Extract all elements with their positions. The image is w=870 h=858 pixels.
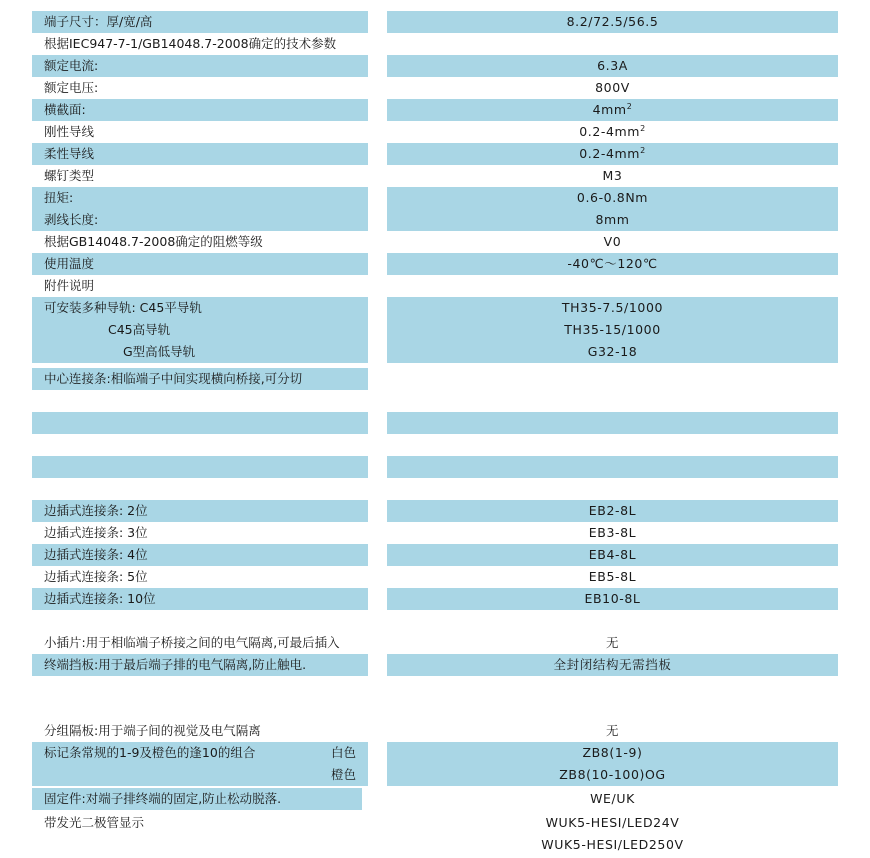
row-value: M3: [602, 168, 623, 183]
row-value: [387, 99, 838, 121]
spec-row-edge-bridge-5: [0, 566, 870, 588]
spec-row-flame-rating: [0, 231, 870, 253]
section-title: 附件说明: [44, 278, 95, 293]
row-label: 螺钉类型: [44, 168, 95, 183]
spec-row-led-24v: [0, 812, 870, 834]
spec-row-edge-bridge-2: [0, 500, 870, 522]
row-label: 中心连接条:相临端子中间实现横向桥接,可分切: [32, 368, 368, 390]
row-label: 根据GB14048.7-2008确定的阻燃等级: [44, 234, 263, 249]
superscript: 2: [640, 124, 646, 133]
row-value: 6.3A: [387, 55, 838, 77]
value-text: 4mm: [592, 102, 627, 117]
row-label: [32, 456, 368, 478]
row-value: EB10-8L: [387, 588, 838, 610]
value-text: 0.2-4mm: [579, 124, 641, 139]
row-value: ZB8(10-100)OG: [387, 764, 838, 786]
row-value: EB4-8L: [387, 544, 838, 566]
row-value: WUK5-HESI/LED250V: [541, 837, 684, 852]
spec-row-edge-bridge-3: [0, 522, 870, 544]
row-label: 边插式连接条: 10位: [32, 588, 368, 610]
row-value: EB2-8L: [387, 500, 838, 522]
row-label: 根据IEC947-7-1/GB14048.7-2008确定的技术参数: [44, 36, 337, 51]
spec-row-screw-type: [0, 165, 870, 187]
spec-row-marker-orange: [0, 764, 870, 786]
spec-row-standard-note: [0, 33, 870, 55]
row-value: EB3-8L: [588, 525, 637, 540]
row-label: [32, 834, 368, 856]
spec-row-group-separator: [0, 720, 870, 742]
row-value: EB5-8L: [588, 569, 637, 584]
row-label: 额定电压:: [44, 80, 99, 95]
row-label: [32, 742, 368, 764]
row-label: 分组隔板:用于端子间的视觉及电气隔离: [44, 723, 261, 738]
row-label: 终端挡板:用于最后端子排的电气隔离,防止触电.: [32, 654, 368, 676]
row-label: 固定件:对端子排终端的固定,防止松动脱落.: [32, 788, 362, 810]
spec-row-led-250v: [0, 834, 870, 856]
spec-row-rated-current: [0, 55, 870, 77]
row-label: G型高低导轨: [32, 341, 368, 363]
spec-row-edge-bridge-10: [0, 588, 870, 610]
spec-row-rail-c45-flat: [0, 297, 870, 319]
row-value: WUK5-HESI/LED24V: [545, 815, 680, 830]
row-label: [32, 412, 368, 434]
row-value: TH35-15/1000: [387, 319, 838, 341]
spec-row-flexible-wire: [0, 143, 870, 165]
row-label: 边插式连接条: 3位: [44, 525, 148, 540]
color-label: 橙色: [330, 767, 356, 782]
row-label: 可安装多种导轨: C45平导轨: [32, 297, 368, 319]
row-value: V0: [603, 234, 622, 249]
superscript: 2: [640, 146, 646, 155]
spec-row-edge-bridge-4: [0, 544, 870, 566]
row-value: G32-18: [387, 341, 838, 363]
spec-row-rail-g-type: [0, 341, 870, 363]
row-label: C45高导轨: [32, 319, 368, 341]
spec-row-rated-voltage: [0, 77, 870, 99]
row-label: 小插片:用于相临端子桥接之间的电气隔离,可最后插入: [44, 635, 340, 650]
row-value: 无: [605, 723, 620, 738]
empty-band-row: [0, 456, 870, 478]
row-label: 端子尺寸：厚/宽/高: [32, 11, 368, 33]
spec-row-center-bridge: [0, 368, 870, 390]
row-value: WE/UK: [590, 791, 635, 806]
spec-row-dimensions: [0, 11, 870, 33]
spec-row-end-plate: [0, 654, 870, 676]
row-value: 8.2/72.5/56.5: [387, 11, 838, 33]
row-value: [387, 412, 838, 434]
section-accessories: [0, 275, 870, 297]
row-value: 0.6-0.8Nm: [387, 187, 838, 209]
empty-band-row: [0, 412, 870, 434]
superscript: 2: [626, 102, 633, 111]
spec-row-end-clamp: [0, 788, 870, 810]
spec-row-strip-length: [0, 209, 870, 231]
label-text: 标记条常规的1-9及橙色的逢10的组合: [44, 745, 256, 760]
spec-row-rigid-wire: [0, 121, 870, 143]
spec-row-temperature: [0, 253, 870, 275]
row-label: 边插式连接条: 4位: [32, 544, 368, 566]
color-label: 白色: [330, 745, 356, 760]
row-value: [387, 456, 838, 478]
spec-row-torque: [0, 187, 870, 209]
row-value: 8mm: [387, 209, 838, 231]
row-value: -40℃～120℃: [387, 253, 838, 275]
value-text: 0.2-4mm: [579, 146, 641, 161]
row-label: 使用温度: [32, 253, 368, 275]
row-value: TH35-7.5/1000: [387, 297, 838, 319]
row-label: 柔性导线: [32, 143, 368, 165]
spec-row-small-insert: [0, 632, 870, 654]
row-label: 边插式连接条: 2位: [32, 500, 368, 522]
row-value: 无: [605, 635, 620, 650]
row-label: 边插式连接条: 5位: [44, 569, 148, 584]
row-label: 剥线长度:: [32, 209, 368, 231]
row-label: 横截面:: [32, 99, 368, 121]
row-value: 全封闭结构无需挡板: [387, 654, 838, 676]
spec-row-cross-section: [0, 99, 870, 121]
row-label: 扭矩:: [32, 187, 368, 209]
spec-row-marker-white: [0, 742, 870, 764]
row-value: [387, 121, 838, 143]
row-label: 额定电流:: [32, 55, 368, 77]
row-label: 刚性导线: [44, 124, 95, 139]
row-value: ZB8(1-9): [387, 742, 838, 764]
row-label: 带发光二极管显示: [44, 815, 145, 830]
row-label: [32, 764, 368, 786]
row-value: 800V: [595, 80, 630, 95]
spec-row-rail-c45-high: [0, 319, 870, 341]
row-value: [387, 143, 838, 165]
